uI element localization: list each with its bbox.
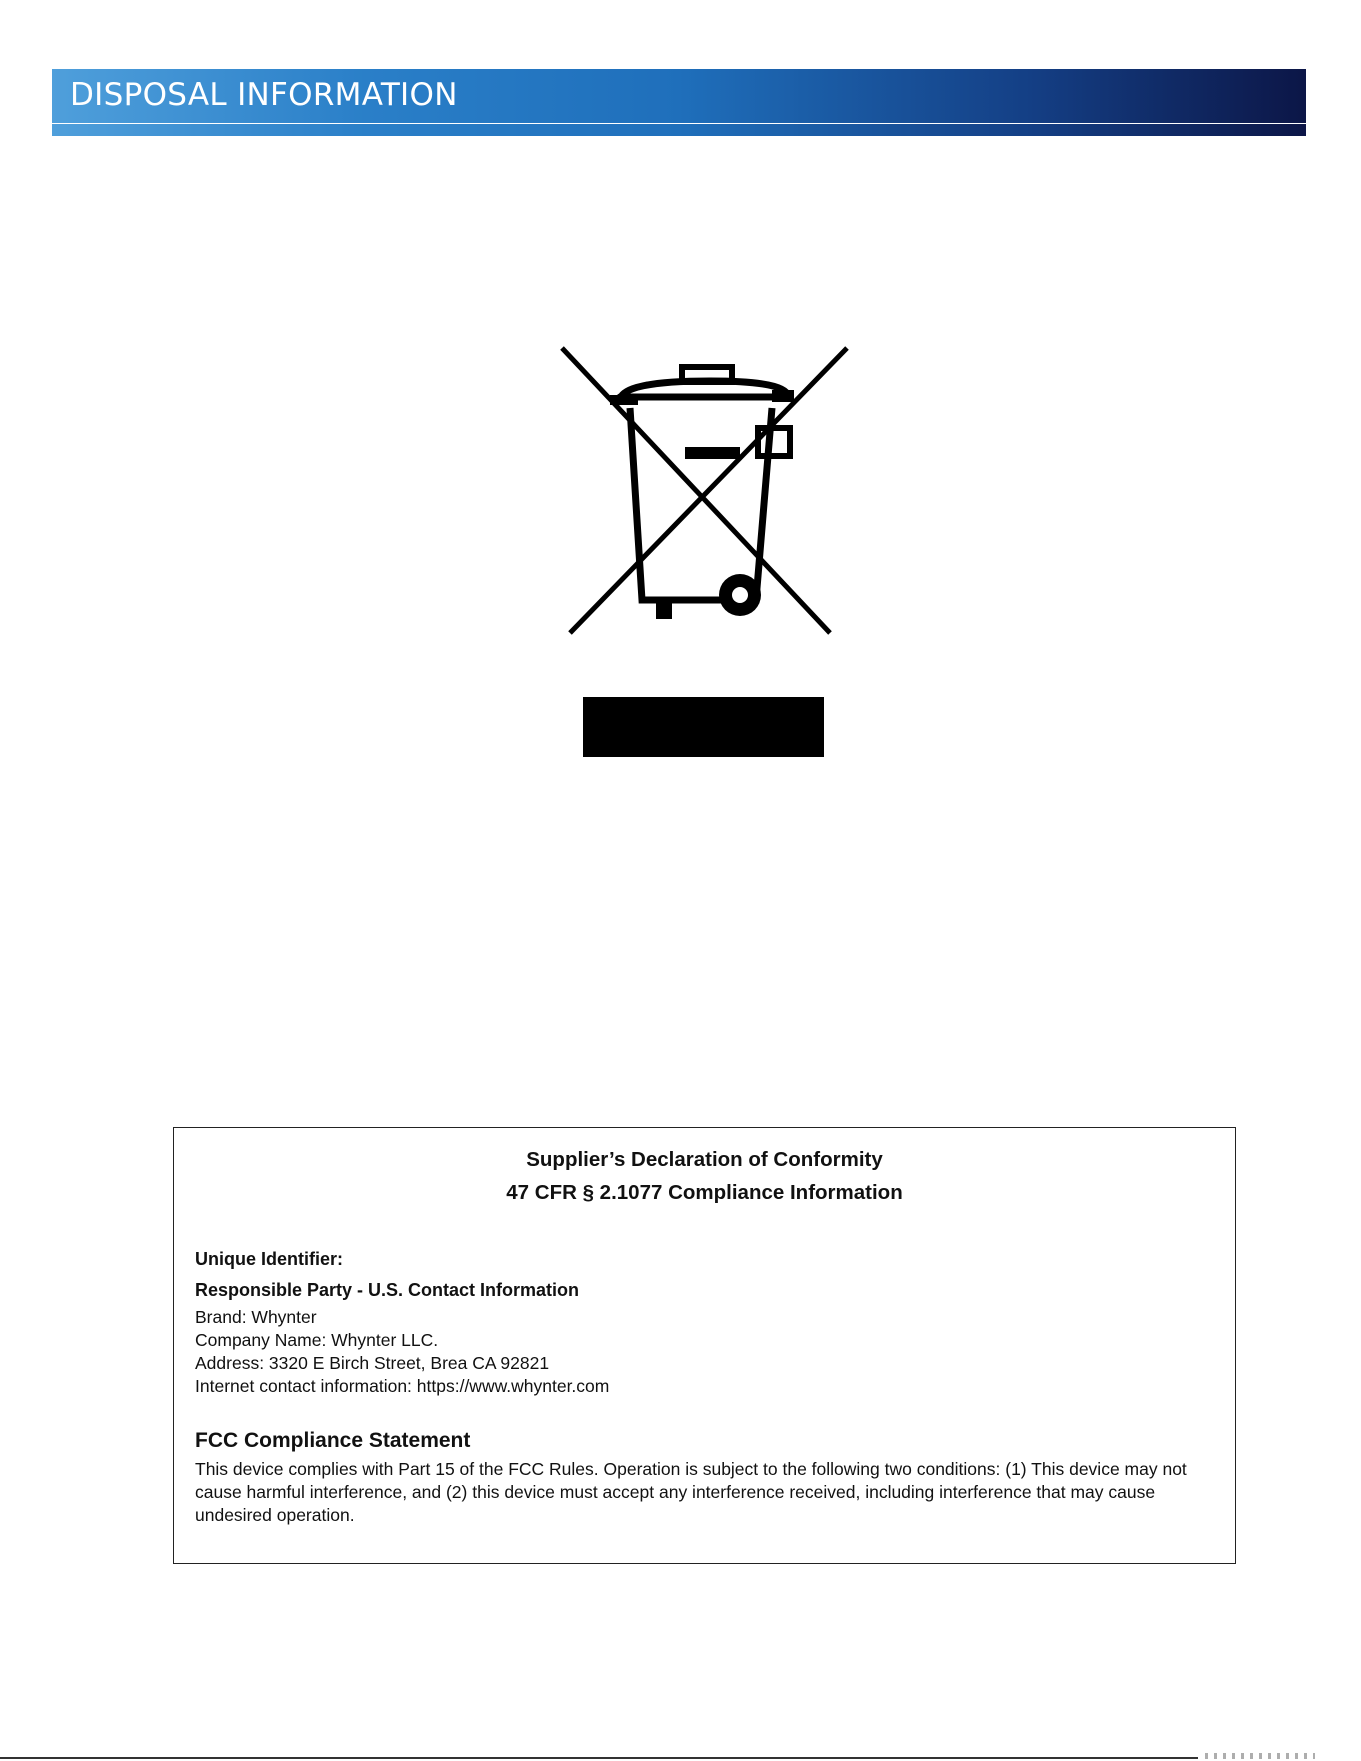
unique-identifier-label: Unique Identifier: — [195, 1249, 343, 1269]
conformity-declaration-box — [173, 1127, 1236, 1564]
internet-contact-line: Internet contact information: https://www.whynter.com — [195, 1376, 610, 1396]
crossed-out-wheelie-bin-icon — [560, 345, 850, 645]
page-title: DISPOSAL INFORMATION — [70, 77, 458, 113]
banner-underline — [52, 124, 1306, 136]
address-line: Address: 3320 E Birch Street, Brea CA 92821 — [195, 1353, 550, 1373]
footer-mark — [1205, 1753, 1315, 1759]
responsible-party-heading: Responsible Party - U.S. Contact Information — [195, 1280, 580, 1300]
section-header-banner — [52, 69, 1306, 123]
fcc-heading: FCC Compliance Statement — [195, 1429, 471, 1452]
brand-line: Brand: Whynter — [195, 1307, 317, 1327]
fcc-statement: This device complies with Part 15 of the FCC Rules. Operation is subject to the following two conditions: (1) This device may not cause harmful interference, and (2) this device must accept any interference received, including interference that may cause undesired operation. — [195, 1459, 1187, 1525]
company-line: Company Name: Whynter LLC. — [195, 1330, 439, 1350]
footer-rule — [0, 1757, 1198, 1759]
solid-black-bar — [583, 697, 824, 757]
sdoc-subtitle: 47 CFR § 2.1077 Compliance Information — [506, 1181, 903, 1204]
sdoc-body — [195, 1244, 1215, 1527]
sdoc-title: Supplier’s Declaration of Conformity — [526, 1148, 883, 1171]
